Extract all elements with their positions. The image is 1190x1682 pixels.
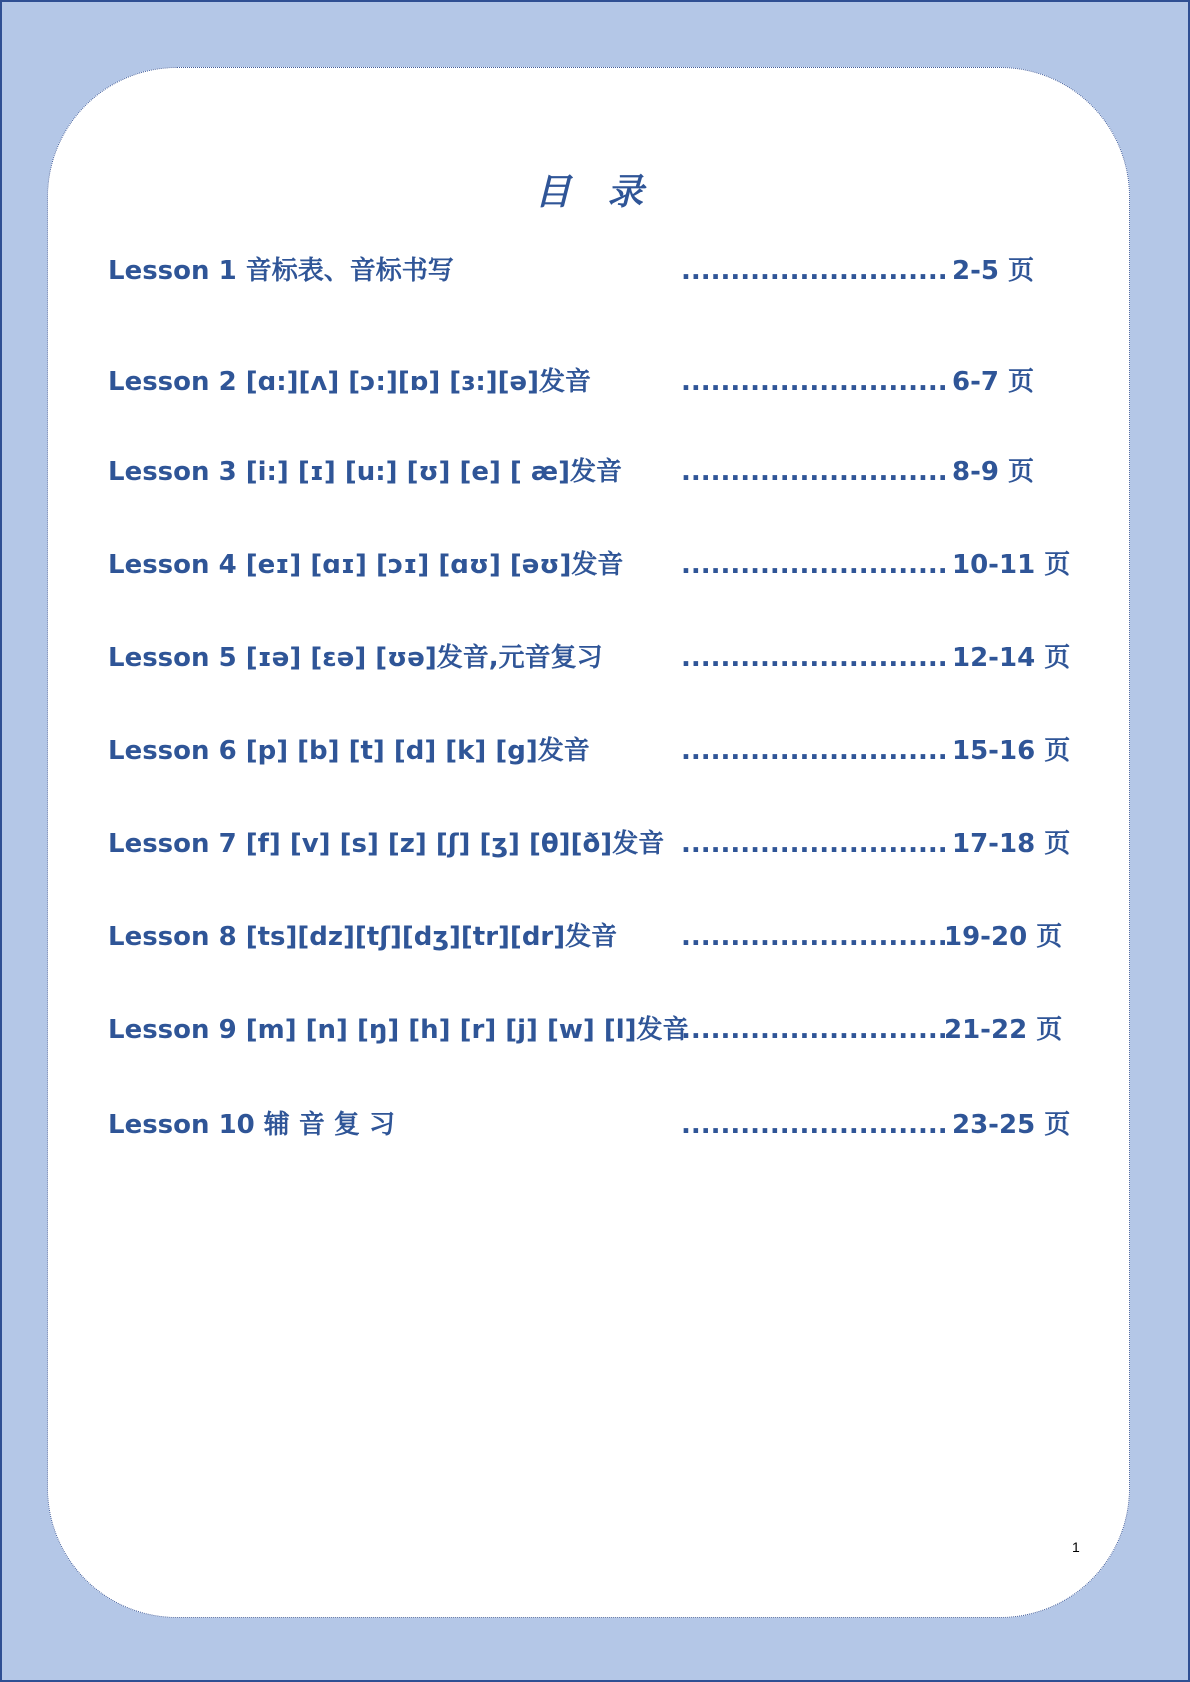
- toc-entry-label: Lesson 10 辅 音 复 习: [108, 1110, 395, 1140]
- toc-leader-dots: ...........................: [681, 829, 948, 859]
- toc-leader-dots: ...........................: [681, 1015, 948, 1045]
- toc-entry-5[interactable]: [108, 638, 1088, 678]
- toc-leader-dots: ...........................: [681, 550, 948, 580]
- toc-entry-7[interactable]: [108, 824, 1088, 864]
- toc-entry-pages: 17-18 页: [952, 829, 1071, 859]
- toc-entry-label: Lesson 1 音标表、音标书写: [108, 256, 454, 286]
- toc-leader-dots: ...........................: [681, 643, 948, 673]
- toc-entry-pages: 19-20 页: [944, 922, 1063, 952]
- toc-leader-dots: ...........................: [681, 922, 948, 952]
- toc-entry-label: Lesson 8 [ts][dz][tʃ][dʒ][tr][dr]发音: [108, 922, 618, 952]
- toc-leader-dots: ...........................: [681, 736, 948, 766]
- toc-entry-9[interactable]: [108, 1010, 1088, 1050]
- toc-leader-dots: ...........................: [681, 457, 948, 487]
- page-number: 1: [1072, 1539, 1080, 1555]
- toc-entry-1[interactable]: [108, 251, 1088, 291]
- toc-entry-label: Lesson 6 [p] [b] [t] [d] [k] [g]发音: [108, 736, 590, 766]
- toc-entry-8[interactable]: [108, 917, 1088, 957]
- toc-entry-pages: 6-7 页: [952, 367, 1035, 397]
- toc-entry-pages: 15-16 页: [952, 736, 1071, 766]
- toc-entry-pages: 23-25 页: [952, 1110, 1071, 1140]
- toc-entry-label: Lesson 7 [f] [v] [s] [z] [ʃ] [ʒ] [θ][ð]发音: [108, 829, 665, 859]
- toc-entry-label: Lesson 3 [i:] [ɪ] [u:] [ʊ] [e] [ æ]发音: [108, 457, 622, 487]
- toc-entry-6[interactable]: [108, 731, 1088, 771]
- toc-entry-4[interactable]: [108, 545, 1088, 585]
- toc-entry-pages: 8-9 页: [952, 457, 1035, 487]
- toc-entry-label: Lesson 9 [m] [n] [ŋ] [h] [r] [j] [w] [l]发音: [108, 1015, 689, 1045]
- toc-leader-dots: ...........................: [681, 367, 948, 397]
- toc-entry-3[interactable]: [108, 452, 1088, 492]
- page-title: 目 录: [534, 171, 656, 213]
- toc-entry-pages: 21-22 页: [944, 1015, 1063, 1045]
- toc-entry-label: Lesson 2 [ɑ:][ʌ] [ɔ:][ɒ] [ɜ:][ə]发音: [108, 367, 591, 397]
- toc-entry-label: Lesson 4 [eɪ] [ɑɪ] [ɔɪ] [ɑʊ] [əʊ]发音: [108, 550, 624, 580]
- toc-leader-dots: ...........................: [681, 1110, 948, 1140]
- toc-entry-pages: 2-5 页: [952, 256, 1035, 286]
- toc-leader-dots: ...........................: [681, 256, 948, 286]
- toc-entry-label: Lesson 5 [ɪə] [ɛə] [ʊə]发音,元音复习: [108, 643, 603, 673]
- toc-entry-pages: 10-11 页: [952, 550, 1071, 580]
- toc-entry-2[interactable]: [108, 362, 1088, 402]
- toc-entry-pages: 12-14 页: [952, 643, 1071, 673]
- toc-entry-10[interactable]: [108, 1105, 1088, 1145]
